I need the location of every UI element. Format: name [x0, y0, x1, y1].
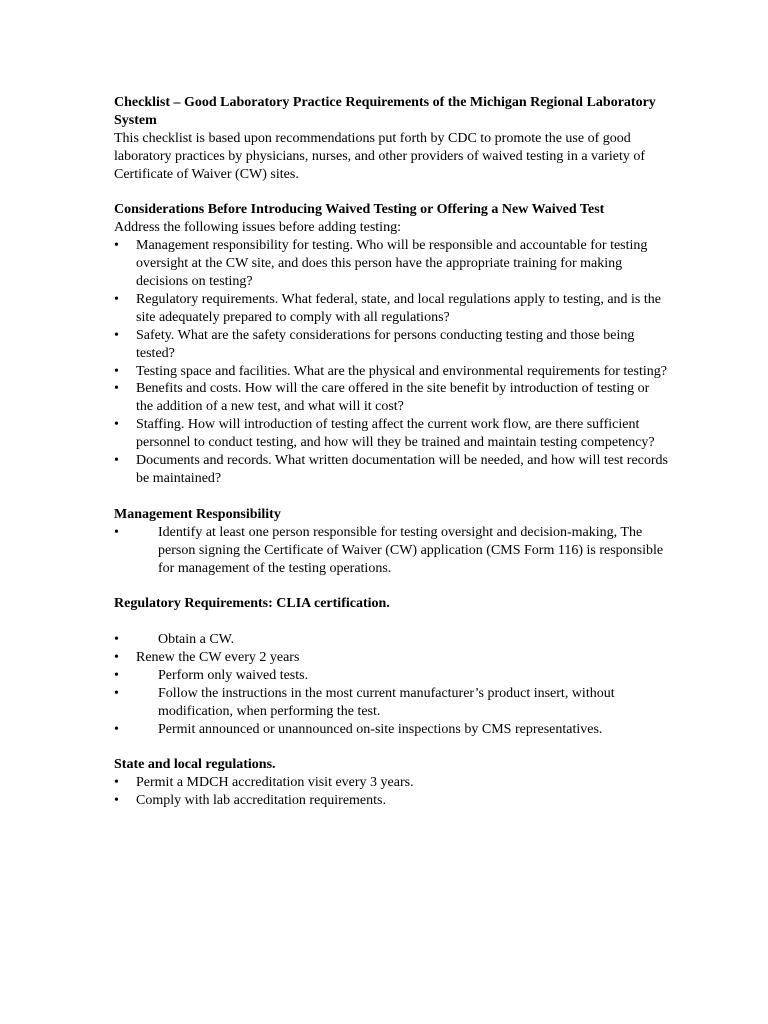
state-local-heading: State and local regulations. — [114, 757, 276, 773]
state-local-list — [114, 774, 668, 810]
list-item — [114, 792, 668, 810]
bullet-icon: • — [114, 417, 119, 433]
bullet-icon: • — [114, 632, 119, 648]
bullet-icon: • — [114, 721, 119, 737]
list-item-text: Identify at least one person responsible for testing oversight and decision-making, The person signing the Certificate of Waiver (CW) application (CMS Form 116) is responsible for management of the testing operations. — [158, 524, 664, 576]
spacer — [114, 577, 668, 595]
list-item-text: Permit announced or unannounced on-site inspections by CMS representatives. — [158, 721, 603, 737]
management-list — [114, 524, 668, 578]
considerations-list — [114, 237, 668, 488]
bullet-icon: • — [114, 291, 119, 307]
list-item — [114, 649, 668, 667]
regulatory-heading: Regulatory Requirements: CLIA certification. — [114, 596, 390, 612]
list-item — [114, 452, 668, 488]
list-item-text: Renew the CW every 2 years — [136, 650, 300, 666]
bullet-icon: • — [114, 381, 119, 397]
list-item-text: Permit a MDCH accreditation visit every 3 years. — [136, 775, 414, 791]
bullet-icon: • — [114, 793, 119, 809]
intro-paragraph: This checklist is based upon recommendations put forth by CDC to promote the use of good laboratory practices by physicians, nurses, and other providers of waived testing in a variety of Certificate of Waiver (CW) sites. — [114, 130, 646, 182]
bullet-icon: • — [114, 453, 119, 469]
management-heading: Management Responsibility — [114, 506, 281, 522]
list-item — [114, 667, 668, 685]
considerations-lead: Address the following issues before adding testing: — [114, 220, 401, 236]
spacer — [114, 739, 668, 757]
bullet-icon: • — [114, 685, 119, 701]
bullet-icon: • — [114, 363, 119, 379]
list-item — [114, 380, 668, 416]
list-item — [114, 327, 668, 363]
bullet-icon: • — [114, 667, 119, 683]
list-item-text: Testing space and facilities. What are the physical and environmental requirements for testing? — [136, 363, 667, 379]
list-item — [114, 524, 668, 578]
bullet-icon: • — [114, 650, 119, 666]
list-item-text: Comply with lab accreditation requirements. — [136, 793, 386, 809]
list-item-text: Regulatory requirements. What federal, state, and local regulations apply to testing, and is the site adequately prepared to comply with all regulations? — [136, 291, 661, 325]
list-item-text: Obtain a CW. — [158, 632, 235, 648]
list-item — [114, 774, 668, 792]
list-item — [114, 631, 668, 649]
bullet-icon: • — [114, 524, 119, 540]
list-item — [114, 416, 668, 452]
spacer — [114, 184, 668, 202]
list-item-text: Perform only waived tests. — [158, 667, 309, 683]
considerations-heading: Considerations Before Introducing Waived Testing or Offering a New Waived Test — [114, 202, 605, 218]
list-item — [114, 685, 668, 721]
list-item-text: Staffing. How will introduction of testing affect the current work flow, are there sufficient personnel to conduct testing, and how will they be trained and maintain testing competency? — [136, 417, 655, 451]
document-title: Checklist – Good Laboratory Practice Requirements of the Michigan Regional Laboratory System — [114, 95, 656, 128]
bullet-icon: • — [114, 327, 119, 343]
list-item — [114, 237, 668, 291]
list-item — [114, 363, 668, 381]
spacer — [114, 488, 668, 506]
list-item-text: Follow the instructions in the most current manufacturer’s product insert, without modification, when performing the test. — [158, 685, 615, 719]
list-item — [114, 291, 668, 327]
list-item-text: Management responsibility for testing. Who will be responsible and accountable for testing oversight at the CW site, and does this person have the appropriate training for making decisions on testing? — [136, 238, 648, 290]
spacer — [114, 613, 668, 631]
regulatory-list — [114, 631, 668, 738]
list-item-text: Benefits and costs. How will the care offered in the site benefit by introduction of testing or the addition of a new test, and what will it cost? — [136, 381, 650, 415]
list-item-text: Safety. What are the safety considerations for persons conducting testing and those being tested? — [136, 327, 635, 361]
bullet-icon: • — [114, 775, 119, 791]
list-item-text: Documents and records. What written documentation will be needed, and how will test records be maintained? — [136, 453, 668, 487]
bullet-icon: • — [114, 238, 119, 254]
list-item — [114, 721, 668, 739]
